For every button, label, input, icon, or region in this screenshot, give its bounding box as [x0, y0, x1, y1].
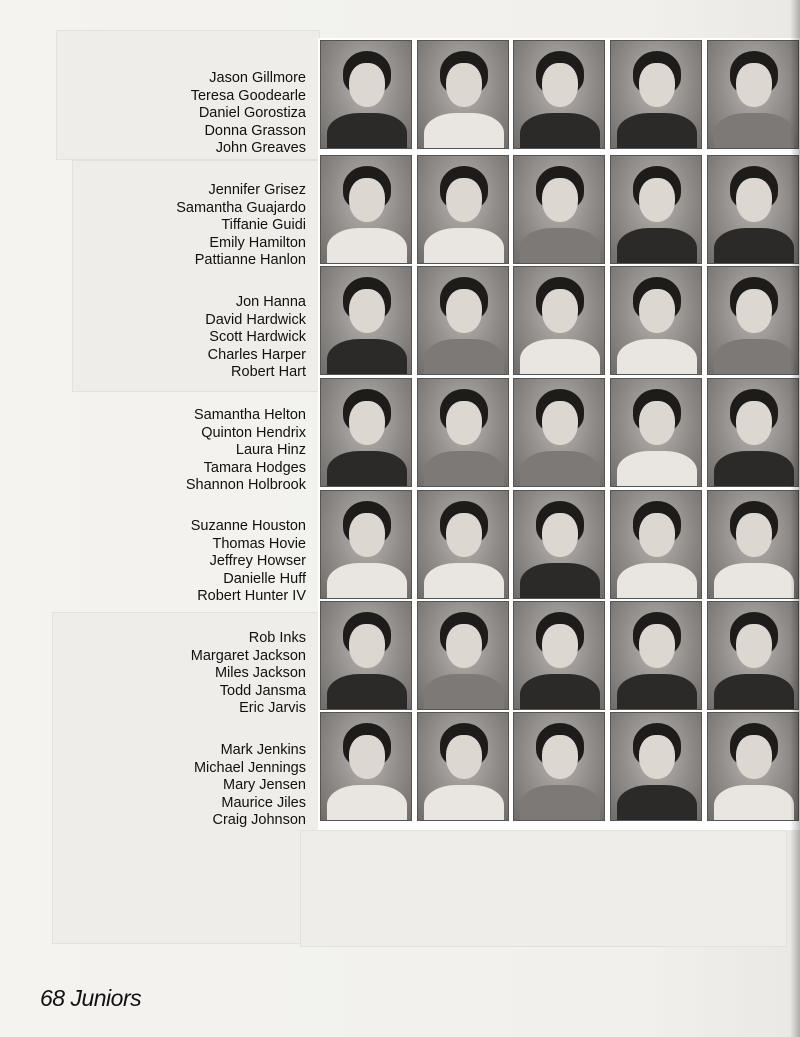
- student-name: Robert Hunter IV: [197, 588, 306, 605]
- portrait-shoulders: [714, 451, 794, 487]
- portrait-face: [446, 513, 482, 557]
- portrait-row: [318, 378, 800, 487]
- student-portrait: [610, 378, 702, 487]
- student-name: Suzanne Houston: [190, 518, 306, 534]
- student-name: Shannon Holbrook: [185, 477, 306, 494]
- portrait-row: [318, 712, 800, 821]
- student-name: Donna Grasson: [204, 122, 306, 139]
- student-portrait: [707, 490, 799, 599]
- portrait-row: [318, 490, 800, 599]
- portrait-face: [639, 401, 675, 445]
- portrait-shoulders: [714, 785, 794, 821]
- student-portrait: [707, 378, 799, 487]
- portrait-shoulders: [327, 228, 407, 264]
- student-name: Jeffrey Howser: [209, 553, 306, 570]
- student-portrait: [707, 155, 799, 264]
- student-portrait: [417, 155, 509, 264]
- student-name: Jason Gillmore: [209, 70, 306, 86]
- student-name: Todd Jansma: [219, 682, 306, 699]
- portrait-face: [639, 513, 675, 557]
- portrait-shoulders: [520, 785, 600, 821]
- portrait-shoulders: [327, 451, 407, 487]
- portrait-shoulders: [327, 674, 407, 710]
- portrait-shoulders: [327, 785, 407, 821]
- student-portrait: [610, 40, 702, 149]
- name-group: [6, 407, 306, 495]
- portrait-shoulders: [617, 339, 697, 375]
- portrait-face: [349, 401, 385, 445]
- student-name: Mark Jenkins: [220, 742, 306, 758]
- student-name: Eric Jarvis: [239, 700, 306, 717]
- portrait-shoulders: [617, 451, 697, 487]
- page-folio: 68 Juniors: [40, 985, 142, 1011]
- portrait-shoulders: [617, 228, 697, 264]
- portrait-shoulders: [520, 339, 600, 375]
- student-portrait: [610, 601, 702, 710]
- student-portrait: [417, 378, 509, 487]
- portrait-face: [639, 63, 675, 107]
- portrait-face: [542, 63, 578, 107]
- student-name: Craig Johnson: [212, 812, 306, 829]
- portrait-shoulders: [520, 674, 600, 710]
- student-portrait: [513, 378, 605, 487]
- student-portrait: [417, 712, 509, 821]
- student-name: Miles Jackson: [214, 665, 306, 682]
- student-portrait: [610, 155, 702, 264]
- portrait-face: [542, 513, 578, 557]
- portrait-face: [542, 735, 578, 779]
- student-name: Samantha Guajardo: [176, 199, 306, 216]
- portrait-face: [349, 735, 385, 779]
- portrait-face: [349, 624, 385, 668]
- portrait-face: [349, 289, 385, 333]
- student-name: Samantha Helton: [193, 407, 306, 423]
- name-group: [6, 182, 306, 270]
- portrait-shoulders: [424, 785, 504, 821]
- portrait-face: [736, 63, 772, 107]
- student-portrait: [320, 601, 412, 710]
- student-portrait: [610, 266, 702, 375]
- student-name: Tiffanie Guidi: [221, 217, 306, 234]
- student-portrait: [513, 490, 605, 599]
- portrait-shoulders: [714, 563, 794, 599]
- student-name: Emily Hamilton: [209, 234, 306, 251]
- portrait-face: [736, 513, 772, 557]
- student-name: Mary Jensen: [222, 777, 306, 794]
- student-name: John Greaves: [215, 140, 306, 157]
- student-portrait: [320, 378, 412, 487]
- portrait-row: [318, 40, 800, 149]
- student-portrait: [610, 712, 702, 821]
- portrait-face: [349, 513, 385, 557]
- student-name: Pattianne Hanlon: [194, 252, 306, 269]
- show-through-box-lower: [300, 830, 787, 947]
- student-name: Thomas Hovie: [212, 535, 306, 552]
- portrait-row: [318, 601, 800, 710]
- student-name: Tamara Hodges: [203, 459, 306, 476]
- portrait-shoulders: [714, 339, 794, 375]
- portrait-row: [318, 266, 800, 375]
- portrait-shoulders: [617, 674, 697, 710]
- student-portrait: [417, 40, 509, 149]
- portrait-face: [639, 735, 675, 779]
- student-portrait: [707, 601, 799, 710]
- portrait-shoulders: [424, 451, 504, 487]
- student-portrait: [417, 490, 509, 599]
- student-portrait: [417, 601, 509, 710]
- portrait-face: [639, 624, 675, 668]
- student-portrait: [610, 490, 702, 599]
- student-name: Daniel Gorostiza: [198, 105, 306, 122]
- portrait-face: [446, 63, 482, 107]
- portrait-shoulders: [327, 339, 407, 375]
- portrait-shoulders: [714, 113, 794, 149]
- name-group: [6, 742, 306, 830]
- binding-edge-shadow: [790, 0, 800, 1037]
- name-group: [6, 630, 306, 718]
- student-portrait: [417, 266, 509, 375]
- portrait-shoulders: [520, 113, 600, 149]
- student-name: Danielle Huff: [223, 570, 306, 587]
- portrait-shoulders: [714, 228, 794, 264]
- student-portrait: [320, 40, 412, 149]
- portrait-face: [446, 401, 482, 445]
- portrait-shoulders: [617, 785, 697, 821]
- portrait-face: [736, 401, 772, 445]
- student-name: Teresa Goodearle: [190, 87, 306, 104]
- student-name: Charles Harper: [207, 346, 306, 363]
- portrait-face: [349, 63, 385, 107]
- portrait-shoulders: [617, 563, 697, 599]
- portrait-face: [542, 401, 578, 445]
- student-name: Michael Jennings: [193, 759, 306, 776]
- student-name: Jon Hanna: [235, 294, 306, 310]
- student-portrait: [320, 490, 412, 599]
- portrait-shoulders: [714, 674, 794, 710]
- portrait-face: [639, 178, 675, 222]
- portrait-face: [349, 178, 385, 222]
- student-portrait: [513, 40, 605, 149]
- portrait-shoulders: [327, 113, 407, 149]
- student-name: Laura Hinz: [235, 442, 306, 459]
- portrait-face: [446, 289, 482, 333]
- portrait-shoulders: [424, 228, 504, 264]
- name-group: [6, 70, 306, 158]
- student-portrait: [320, 155, 412, 264]
- portrait-face: [542, 624, 578, 668]
- student-name: David Hardwick: [205, 311, 306, 328]
- portrait-shoulders: [520, 563, 600, 599]
- student-name: Quinton Hendrix: [201, 424, 306, 441]
- portrait-shoulders: [327, 563, 407, 599]
- student-name: Scott Hardwick: [209, 329, 306, 346]
- portrait-shoulders: [424, 563, 504, 599]
- student-name: Jennifer Grisez: [208, 182, 306, 198]
- portrait-face: [446, 178, 482, 222]
- portrait-face: [542, 178, 578, 222]
- portrait-face: [446, 735, 482, 779]
- student-portrait: [707, 712, 799, 821]
- portrait-shoulders: [617, 113, 697, 149]
- student-name: Rob Inks: [248, 630, 306, 646]
- portrait-face: [736, 624, 772, 668]
- student-portrait: [513, 601, 605, 710]
- portrait-shoulders: [520, 451, 600, 487]
- portrait-face: [736, 178, 772, 222]
- student-portrait: [513, 155, 605, 264]
- portrait-shoulders: [424, 674, 504, 710]
- student-name: Maurice Jiles: [221, 794, 306, 811]
- student-portrait: [707, 266, 799, 375]
- portrait-shoulders: [520, 228, 600, 264]
- student-name: Robert Hart: [231, 364, 306, 381]
- portrait-face: [736, 735, 772, 779]
- student-portrait: [513, 712, 605, 821]
- portrait-row: [318, 155, 800, 264]
- portrait-face: [542, 289, 578, 333]
- portrait-shoulders: [424, 339, 504, 375]
- student-portrait: [513, 266, 605, 375]
- portrait-face: [736, 289, 772, 333]
- portrait-face: [639, 289, 675, 333]
- student-portrait: [320, 266, 412, 375]
- name-group: [6, 294, 306, 382]
- student-portrait: [320, 712, 412, 821]
- portrait-shoulders: [424, 113, 504, 149]
- student-name: Margaret Jackson: [190, 647, 306, 664]
- student-portrait: [707, 40, 799, 149]
- portrait-face: [446, 624, 482, 668]
- portrait-grid: [318, 38, 800, 830]
- name-group: [6, 518, 306, 606]
